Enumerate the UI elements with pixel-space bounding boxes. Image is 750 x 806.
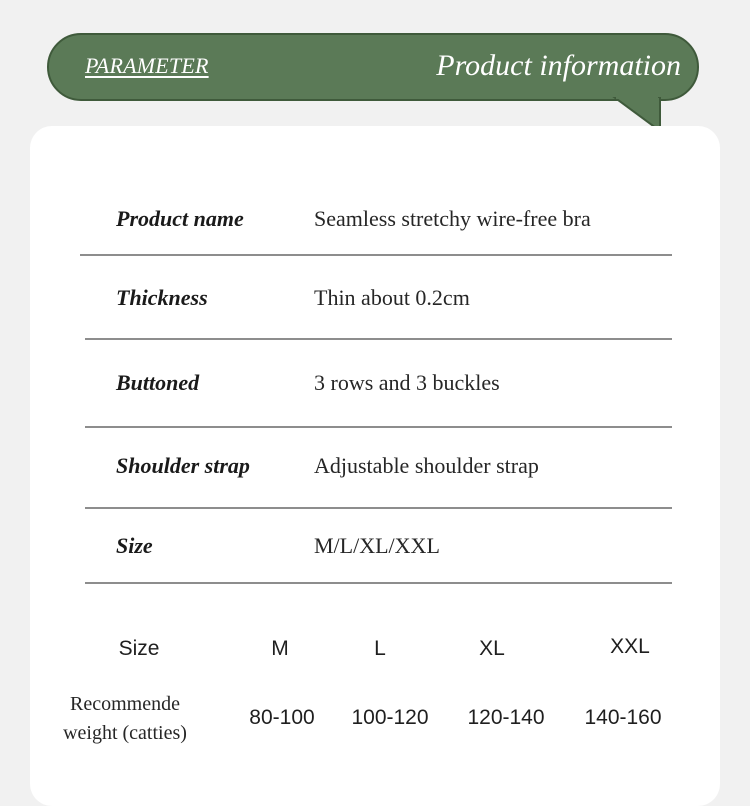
parameter-banner bbox=[47, 33, 699, 101]
spec-row-shoulder-strap bbox=[30, 453, 720, 493]
spec-value: 3 rows and 3 buckles bbox=[314, 370, 500, 395]
size-header-l: L bbox=[374, 637, 386, 660]
product-info-card bbox=[30, 126, 720, 806]
spec-label: Product name bbox=[116, 206, 244, 231]
spec-value: Thin about 0.2cm bbox=[314, 285, 470, 310]
weight-value-xxl: 140-160 bbox=[584, 706, 662, 729]
spec-label: Shoulder strap bbox=[116, 453, 250, 478]
banner-title: Product information bbox=[436, 49, 681, 82]
spec-label: Buttoned bbox=[116, 370, 200, 395]
parameter-label: PARAMETER bbox=[85, 53, 209, 78]
size-header-xxl: XXL bbox=[610, 635, 650, 658]
row-divider bbox=[85, 426, 672, 428]
spec-label: Thickness bbox=[116, 285, 208, 310]
size-header-xl: XL bbox=[479, 637, 505, 660]
weight-value-l: 100-120 bbox=[351, 706, 429, 729]
spec-value: M/L/XL/XXL bbox=[314, 533, 440, 558]
row-divider bbox=[85, 507, 672, 509]
weight-row-label: Recommende weight (catties) bbox=[63, 693, 187, 744]
spec-row-product-name bbox=[30, 206, 720, 246]
spec-value: Adjustable shoulder strap bbox=[314, 453, 539, 478]
weight-value-xl: 120-140 bbox=[467, 706, 545, 729]
size-header-m: M bbox=[271, 637, 289, 660]
weight-value-m: 80-100 bbox=[249, 706, 315, 729]
row-divider bbox=[85, 582, 672, 584]
spec-label: Size bbox=[116, 533, 153, 558]
size-header-label: Size bbox=[118, 637, 160, 660]
spec-value: Seamless stretchy wire-free bra bbox=[314, 206, 591, 231]
spec-row-buttoned bbox=[30, 370, 720, 410]
row-divider bbox=[85, 338, 672, 340]
row-divider bbox=[80, 254, 672, 256]
spec-row-size bbox=[30, 533, 720, 573]
spec-row-thickness bbox=[30, 285, 720, 325]
